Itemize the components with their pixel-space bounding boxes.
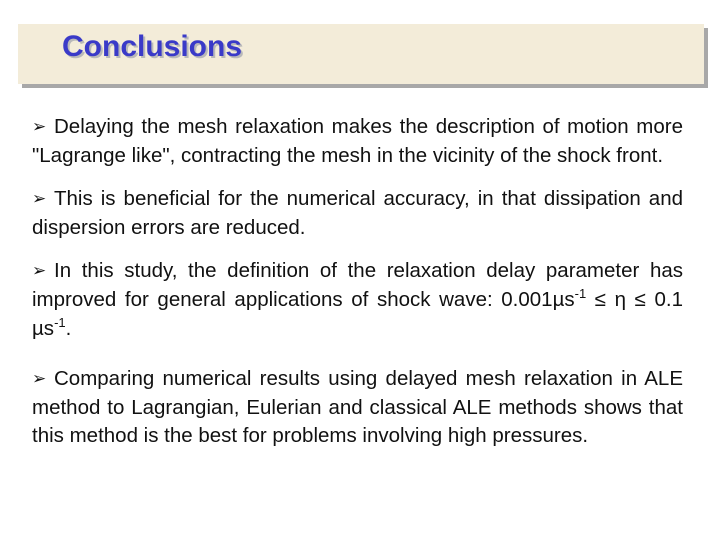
bullet-text: Delaying the mesh relaxation makes the description of motion more "Lagrange like", contracting the mesh in the vicinity of the shock front. [32,115,683,167]
superscript: -1 [574,285,587,301]
bullet-item [32,185,683,242]
bullet-text: Comparing numerical results using delayed mesh relaxation in ALE method to Lagrangian, Eulerian and classical ALE methods shows that this method is the best for problems involving high pressures. [32,367,683,448]
bullet-item [32,257,683,343]
bullet-text: In this study, the definition of the relaxation delay parameter has improved for general applications of shock wave: 0.001µs [32,259,683,311]
bullet-text: This is beneficial for the numerical accuracy, in that dissipation and dispersion errors are reduced. [32,187,683,239]
bullet-item [32,365,683,451]
bullet-text: ≤ η ≤ 0.1 µs [32,287,683,340]
bullet-list [32,113,683,466]
bullet-text: . [65,316,72,340]
bullet-item [32,113,683,170]
arrow-bullet-icon: ➢ [32,369,47,390]
title-banner [18,24,704,84]
arrow-bullet-icon: ➢ [32,117,47,137]
arrow-bullet-icon: ➢ [32,189,47,210]
arrow-bullet-icon: ➢ [32,261,47,282]
superscript: -1 [54,314,66,330]
slide-title: Conclusions [62,30,243,63]
